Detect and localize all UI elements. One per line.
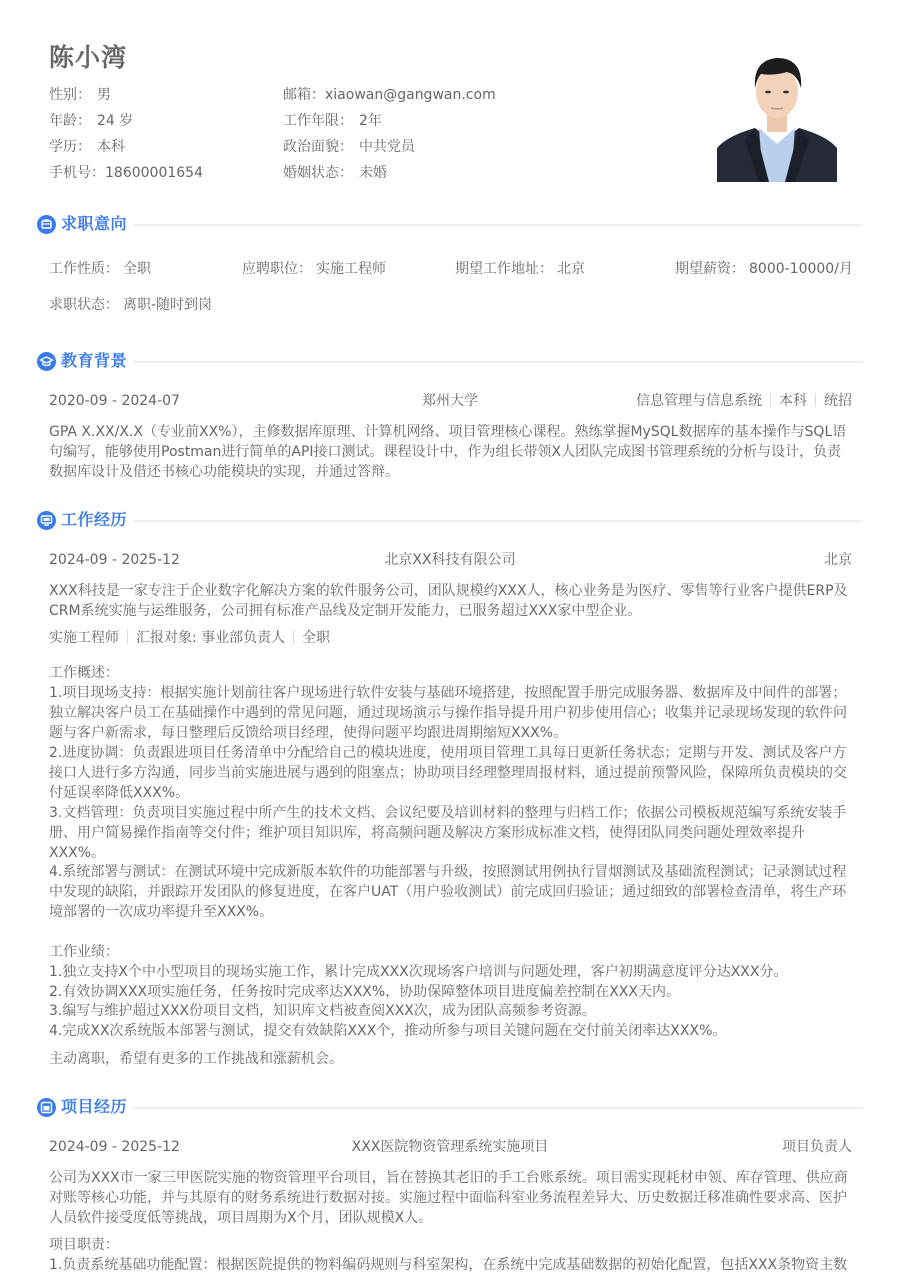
project-role: 项目负责人 [782, 1139, 852, 1155]
field-age: 年龄： 24 岁 [49, 113, 134, 129]
separator [770, 393, 771, 407]
briefcase-icon [37, 215, 56, 234]
project-description: 公司为XXX市一家三甲医院实施的物资管理平台项目，旨在替换其老旧的手工台账系统。项目需实现耗材申领、库存管理、供应商对账等核心功能，并与其原有的财务系统进行数据对接。实施过程中面临科室业务流程差异大、历史数据迁移准确性要求高、医护人员软件接受度低等挑战，项目周期为X个月，团队规模X人。 [49, 1170, 848, 1226]
education-type: 统招 [824, 393, 852, 409]
field-phone: 手机号：18600001654 [49, 165, 203, 181]
intention-status: 求职状态： 离职-随时到岗 [49, 297, 213, 313]
section-divider [134, 520, 863, 522]
education-major: 信息管理与信息系统 [636, 393, 762, 409]
section-divider [134, 361, 863, 363]
project-duties-label: 项目职责： [49, 1237, 119, 1253]
work-company-intro: XXX科技是一家专注于企业数字化解决方案的软件服务公司，团队规模约XXX人，核心业务是为医疗、零售等行业客户提供ERP及CRM系统实施与运维服务，公司拥有标准产品线及定制开发能力，已服务超过XXX家中型企业。 [49, 583, 848, 619]
portrait-icon [717, 48, 837, 182]
section-title: 求职意向 [61, 214, 128, 233]
education-description: GPA X.XX/X.X（专业前XX%），主修数据库原理、计算机网络、项目管理核心课程。熟练掌握MySQL数据库的基本操作与SQL语句编写，能够使用Postman进行简单的API接口测试。课程设计中，作为组长带领X人团队完成图书管理系统的分析与设计，负责数据库设计及借还书核心功能模块的实现，并通过答辩。 [49, 424, 847, 480]
education-meta [552, 391, 852, 411]
field-gender: 性别： 男 [49, 87, 111, 103]
monitor-icon [37, 511, 56, 530]
section-divider [134, 224, 863, 226]
work-tag-report: 汇报对象: 事业部负责人 [136, 630, 286, 646]
work-company: 北京XX科技有限公司 [384, 552, 516, 568]
portrait-photo [717, 48, 837, 182]
intention-location: 期望工作地址： 北京 [455, 261, 585, 277]
work-overview-label: 工作概述： [49, 665, 119, 681]
separator [293, 630, 294, 644]
project-name: XXX医院物资管理系统实施项目 [351, 1139, 549, 1155]
field-work-years: 工作年限： 2年 [283, 113, 382, 129]
project-duty-item-1: 1.负责系统基础功能配置：根据医院提供的物料编码规则与科室架构，在系统中完成基础数据的初始化配置，包括XXX条物资主数 [49, 1257, 848, 1273]
section-project-header [37, 1096, 863, 1118]
window-icon [37, 1098, 56, 1117]
work-achievement-item-1: 1.独立支持X个中小型项目的现场实施工作，累计完成XXX次现场客户培训与问题处理，客户初期满意度评分达XXX分。 [49, 964, 788, 980]
section-work-header [37, 509, 863, 531]
intention-job-type: 工作性质： 全职 [49, 261, 151, 277]
separator [815, 393, 816, 407]
work-overview-item-3: 3.文档管理：负责项目实施过程中所产生的技术文档、会议纪要及培训材料的整理与归档工作；依据公司模板规范编写系统安装手册、用户简易操作指南等交付件；维护项目知识库，将高频问题及解决方案形成标准文档，使得团队同类问题处理效率提升XXX%。 [49, 805, 847, 861]
section-title: 工作经历 [61, 510, 128, 529]
work-achievement-item-4: 4.完成XX次系统版本部署与测试，提交有效缺陷XXX个，推动所参与项目关键问题在交付前关闭率达XXX%。 [49, 1023, 727, 1039]
separator [127, 630, 128, 644]
work-overview-item-1: 1.项目现场支持：根据实施计划前往客户现场进行软件安装与基础环境搭建，按照配置手册完成服务器、数据库及中间件的部署；独立解决客户员工在基础操作中遇到的常见问题，通过现场演示与操作指导提升用户初步使用信心；收集并记录现场发现的软件问题与客户新需求，每日整理后反馈给项目经理，使得问题平均跟进周期缩短XXX%。 [49, 685, 847, 741]
field-political-status: 政治面貌： 中共党员 [283, 139, 415, 155]
section-divider [134, 1107, 863, 1109]
education-degree: 本科 [779, 393, 807, 409]
work-tag-type: 全职 [302, 630, 331, 646]
intention-position: 应聘职位： 实施工程师 [242, 261, 386, 277]
work-period: 2024-09 - 2025-12 [49, 552, 180, 568]
work-achievement-item-3: 3.编写与维护超过XXX份项目文档，知识库文档被查阅XXX次，成为团队高频参考资源。 [49, 1003, 596, 1019]
work-overview-item-2: 2.进度协调：负责跟进项目任务清单中分配给自己的模块进度，使用项目管理工具每日更新任务状态；定期与开发、测试及客户方接口人进行多方沟通，同步当前实施进展与遇到的阻塞点；协助项目经理整理周报材料，通过提前预警风险，保障所负责模块的交付延误率降低XXX%。 [49, 745, 847, 801]
work-achievement-item-2: 2.有效协调XXX项实施任务，任务按时完成率达XXX%，协助保障整体项目进度偏差控制在XXX天内。 [49, 984, 680, 1000]
education-school: 郑州大学 [422, 393, 478, 409]
education-period: 2020-09 - 2024-07 [49, 393, 180, 409]
graduation-cap-icon [37, 352, 56, 371]
project-period: 2024-09 - 2025-12 [49, 1139, 180, 1155]
intention-salary: 期望薪资： 8000-10000/月 [675, 261, 853, 277]
work-tags [49, 628, 330, 648]
profile-header [0, 0, 900, 200]
candidate-name: 陈小湾 [49, 43, 128, 72]
work-location: 北京 [824, 552, 852, 568]
section-title: 教育背景 [61, 351, 128, 370]
field-marital-status: 婚姻状态： 未婚 [283, 165, 387, 181]
work-leave-reason: 主动离职，希望有更多的工作挑战和涨薪机会。 [49, 1051, 343, 1067]
work-tag-role: 实施工程师 [49, 630, 119, 646]
field-education: 学历： 本科 [49, 139, 125, 155]
work-achievements-label: 工作业绩： [49, 944, 119, 960]
section-education-header [37, 350, 863, 372]
work-overview-item-4: 4.系统部署与测试：在测试环境中完成新版本软件的功能部署与升级，按照测试用例执行冒烟测试及基础流程测试；记录测试过程中发现的缺陷，并跟踪开发团队的修复进度，在客户UAT（用户验收测试）前完成回归验证；通过细致的部署检查清单，将生产环境部署的一次成功率提升至XXX%。 [49, 864, 847, 920]
field-email: 邮箱：xiaowan@gangwan.com [283, 87, 496, 103]
section-title: 项目经历 [61, 1097, 128, 1116]
section-job-intention-header [37, 213, 863, 235]
